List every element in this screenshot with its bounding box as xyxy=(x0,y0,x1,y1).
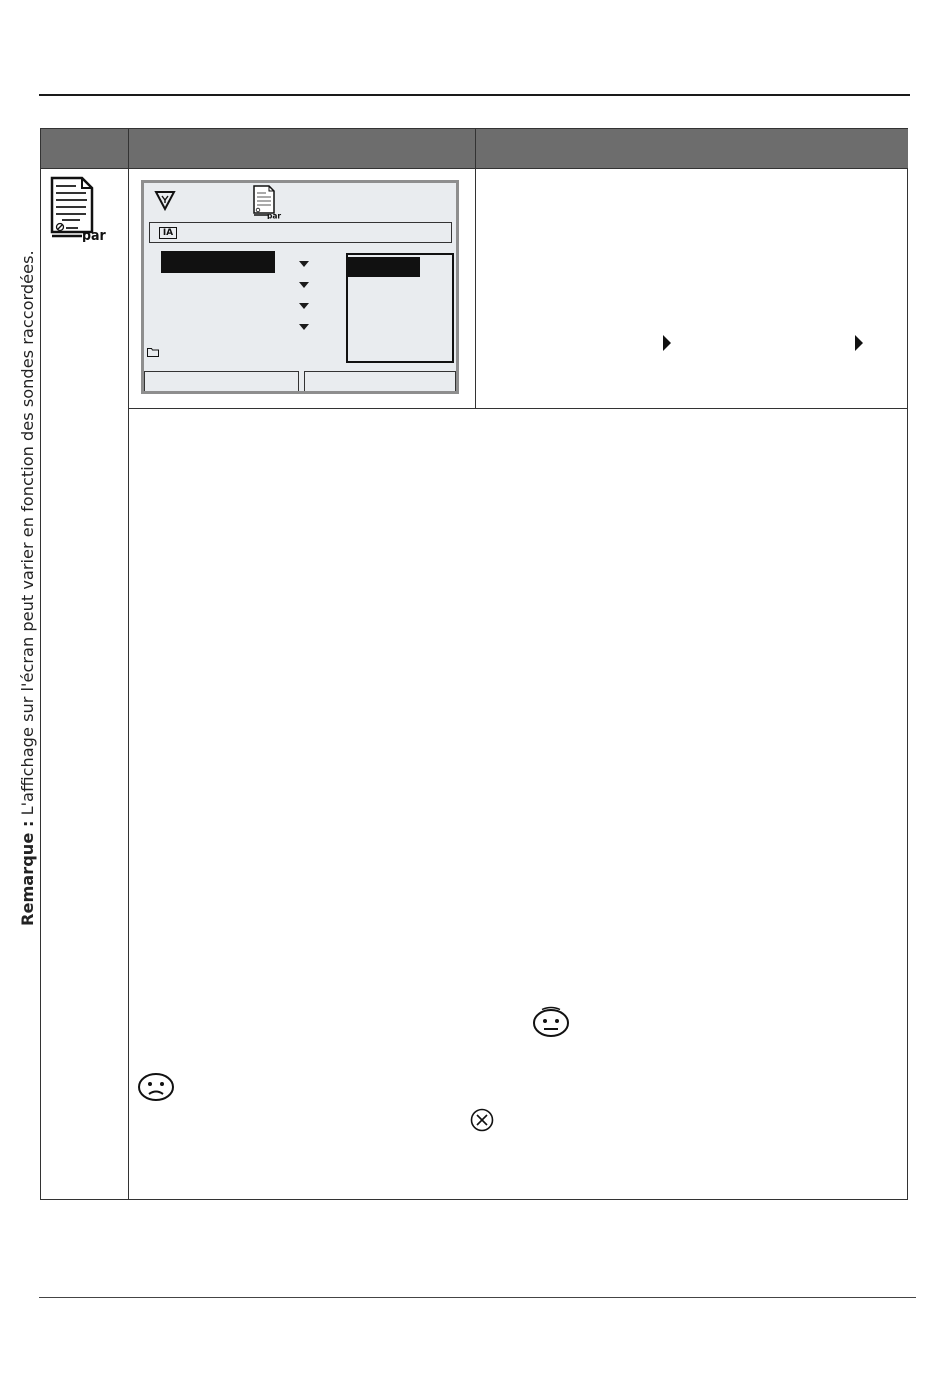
side-note-label: Remarque : xyxy=(18,820,37,926)
screen-selected-item[interactable] xyxy=(161,251,275,273)
screen-option-list[interactable] xyxy=(346,253,454,363)
neutral-face-icon xyxy=(532,1006,570,1038)
folder-icon xyxy=(147,347,159,357)
sad-face-icon xyxy=(137,1071,175,1103)
page-top-rule xyxy=(39,94,910,96)
parameter-icon-caption: par xyxy=(82,228,106,242)
row-divider xyxy=(129,408,908,409)
page-bottom-rule xyxy=(39,1297,916,1298)
dropdown-arrow-icon[interactable] xyxy=(299,261,309,267)
left-softkey[interactable] xyxy=(144,371,299,391)
dropdown-arrow-icon[interactable] xyxy=(299,282,309,288)
screen-title-bar xyxy=(149,222,452,243)
triangle-right-icon xyxy=(855,335,863,351)
column-divider-2 xyxy=(475,129,476,408)
table-header-cell-display xyxy=(129,129,475,168)
circled-x-icon xyxy=(469,1107,495,1133)
right-softkey[interactable] xyxy=(304,371,456,391)
screen-option-selected[interactable] xyxy=(348,257,420,277)
tolerance-sensor-icon xyxy=(154,189,176,211)
header-row-divider xyxy=(41,168,908,169)
dropdown-arrow-icon[interactable] xyxy=(299,324,309,330)
triangle-right-icon xyxy=(663,335,671,351)
screen-mode-badge: IA xyxy=(159,227,177,239)
side-note xyxy=(20,250,36,926)
table-header-cell-action xyxy=(476,129,908,168)
side-note-text: L'affichage sur l'écran peut varier en fonction des sondes raccordées. xyxy=(18,250,37,821)
column-divider-1 xyxy=(128,129,129,1200)
table-header-cell-icon xyxy=(41,129,128,168)
screen-doc-caption: par xyxy=(267,211,282,219)
device-screen xyxy=(141,180,459,394)
parameter-document-icon xyxy=(252,185,282,219)
dropdown-arrow-icon[interactable] xyxy=(299,303,309,309)
parameter-document-icon xyxy=(50,176,108,242)
